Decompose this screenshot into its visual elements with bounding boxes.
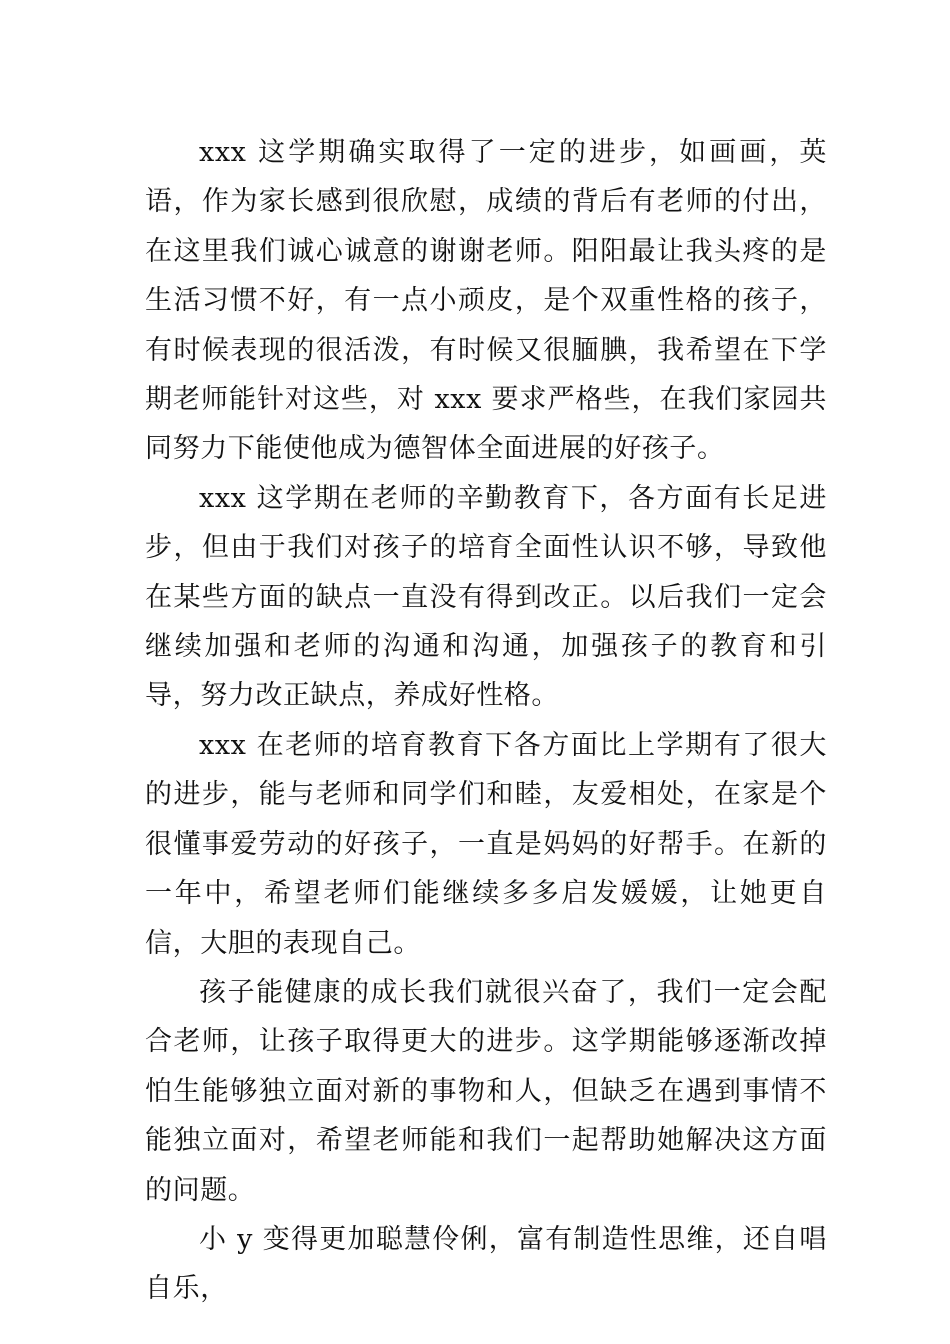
paragraph-4: 孩子能健康的成长我们就很兴奋了，我们一定会配合老师，让孩子取得更大的进步。这学期能够逐渐改掉怕生能够独立面对新的事物和人，但缺乏在遇到事情不能独立面对，希望老师能和我们一起帮助她解决这方面的问题。 xyxy=(145,976,827,1206)
paragraph-1: xxx 这学期确实取得了一定的进步，如画画，英语，作为家长感到很欣慰，成绩的背后有老师的付出，在这里我们诚心诚意的谢谢老师。阳阳最让我头疼的是生活习惯不好，有一点小顽皮，是个双重性格的孩子，有时候表现的很活泼，有时候又很腼腆，我希望在下学期老师能针对这些，对 xxx 要求严格些，在我们家园共同努力下能使他成为德智体全面进展的好孩子。 xyxy=(145,137,827,465)
paragraph-5: 小 y 变得更加聪慧伶俐，富有制造性思维，还自唱自乐， xyxy=(145,1223,827,1305)
paragraph-3: xxx 在老师的培育教育下各方面比上学期有了很大的进步，能与老师和同学们和睦，友爱相处，在家是个很懂事爱劳动的好孩子，一直是妈妈的好帮手。在新的一年中，希望老师们能继续多多启发媛媛，让她更自信，大胆的表现自己。 xyxy=(145,729,827,959)
paragraph-2: xxx 这学期在老师的辛勤教育下，各方面有长足进步，但由于我们对孩子的培育全面性认识不够，导致他在某些方面的缺点一直没有得到改正。以后我们一定会继续加强和老师的沟通和沟通，加强孩子的教育和引导，努力改正缺点，养成好性格。 xyxy=(145,482,827,712)
document-body xyxy=(145,128,827,1314)
